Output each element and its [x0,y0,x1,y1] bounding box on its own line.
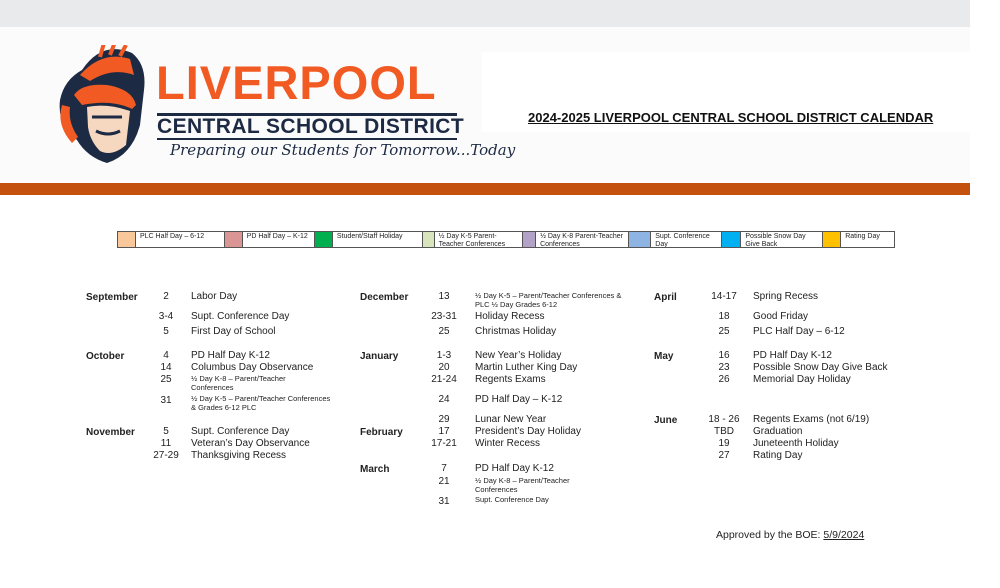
event-day: 31 [160,395,172,406]
event-text: Thanksgiving Recess [191,450,287,461]
legend-label: ½ Day K-5 Parent-Teacher Conferences [438,233,506,247]
legend-item-plc [118,232,225,247]
logo-wordmark: LIVERPOOL [156,56,437,109]
event-text: Labor Day [191,291,238,302]
event-day: 14 [160,362,172,373]
logo-subtitle: CENTRAL SCHOOL DISTRICT [157,115,465,138]
event-day: 20 [438,362,450,373]
event-text: ½ Day K-5 – Parent/Teacher Conferences & Grades 6-12 PLC [191,394,331,412]
event-day: TBD [714,426,734,437]
event-text: New Year’s Holiday [475,350,562,361]
legend-label: ½ Day K-8 Parent-Teacher Conferences [540,233,623,247]
month-september: September [86,292,138,303]
legend-item-pd [225,232,315,247]
event-day: 18 [718,311,730,322]
legend-label: Student/Staff Holiday [336,233,403,240]
month-march: March [360,464,390,475]
event-text: Holiday Recess [475,311,545,322]
event-day: 14-17 [711,291,737,302]
legend-swatch [629,232,651,247]
event-text: Supt. Conference Day [191,426,290,437]
page-title: 2024-2025 LIVERPOOL CENTRAL SCHOOL DISTRICT CALENDAR [528,110,934,125]
spartan-mascot-icon [52,45,152,165]
event-day: 11 [160,438,172,449]
event-text: Supt. Conference Day [475,495,549,504]
legend-item-k5-conf [423,232,524,247]
event-text: Good Friday [753,311,809,322]
event-day: 7 [441,463,447,474]
event-day: 23-31 [431,311,457,322]
legend-item-rating [823,232,894,247]
event-text: PD Half Day K-12 [475,463,554,474]
legend-swatch [523,232,536,247]
header-accent-bar [0,183,970,195]
event-day: 19 [718,438,730,449]
event-day: 25 [718,326,730,337]
event-day: 25 [160,374,172,385]
event-text: ½ Day K-8 – Parent/Teacher Conferences [191,374,286,392]
event-day: 27 [718,450,730,461]
month-may: May [654,351,674,362]
month-april: April [654,292,677,303]
legend-item-holiday [315,232,423,247]
event-text: Winter Recess [475,438,541,449]
event-text: First Day of School [191,326,276,337]
event-day: 4 [163,350,169,361]
event-day: 23 [718,362,730,373]
legend-swatch [823,232,841,247]
legend-label: Supt. Conference Day [655,233,710,247]
month-january: January [360,351,399,362]
month-october: October [86,351,125,362]
month-november: November [86,427,135,438]
event-day: 27-29 [153,450,179,461]
event-day: 16 [718,350,730,361]
top-band [0,0,970,27]
legend-label: Possible Snow Day Give Back [745,233,806,247]
event-text: Regents Exams [475,374,546,385]
event-text: Possible Snow Day Give Back [753,362,888,373]
legend-swatch [423,232,435,247]
event-text: Juneteenth Holiday [753,438,839,449]
event-text: PD Half Day – K-12 [475,394,563,405]
event-day: 26 [718,374,730,385]
event-text: PLC Half Day – 6-12 [753,326,845,337]
event-day: 2 [163,291,169,302]
legend-label: Rating Day [845,233,880,240]
event-text: PD Half Day K-12 [753,350,832,361]
event-text: Columbus Day Observance [191,362,314,373]
event-day: 1-3 [436,350,452,361]
month-december: December [360,292,409,303]
logo-tagline: Preparing our Students for Tomorrow...Today [170,141,516,159]
event-day: 3-4 [158,311,174,322]
event-day: 29 [438,414,450,425]
event-text: President’s Day Holiday [475,426,581,437]
month-june: June [654,415,678,426]
event-text: Supt. Conference Day [191,311,290,322]
legend-swatch [118,232,136,247]
event-text: ½ Day K-5 – Parent/Teacher Conferences & PLC ½ Day Grades 6-12 [475,291,622,309]
event-day: 13 [438,291,450,302]
event-text: Veteran’s Day Observance [191,438,310,449]
legend-swatch [315,232,333,247]
event-day: 5 [163,426,169,437]
legend-item-snow [722,232,823,247]
event-day: 21-24 [431,374,457,385]
event-text: PD Half Day K-12 [191,350,270,361]
approval-note [716,529,864,541]
legend-label: PD Half Day – K-12 [246,233,308,240]
event-day: 5 [163,326,169,337]
approval-label: Approved by the BOE: [716,529,824,541]
event-day: 31 [438,496,450,507]
logo-divider-bottom [157,138,457,140]
event-text: Rating Day [753,450,803,461]
event-text: Christmas Holiday [475,326,557,337]
legend-label: PLC Half Day – 6-12 [140,233,205,240]
event-text: Martin Luther King Day [475,362,578,373]
event-text: Regents Exams (not 6/19) [753,414,870,425]
legend-item-supt [629,232,722,247]
event-text: ½ Day K-8 – Parent/Teacher Conferences [475,476,570,494]
event-text: Lunar New Year [475,414,547,425]
event-day: 17 [438,426,450,437]
event-day: 25 [438,326,450,337]
event-text: Spring Recess [753,291,819,302]
event-text: Memorial Day Holiday [753,374,851,385]
approval-date: 5/9/2024 [823,529,865,541]
event-text: Graduation [753,426,803,437]
event-day: 24 [438,394,450,405]
legend-swatch [722,232,741,247]
event-day: 17-21 [431,438,457,449]
calendar-legend [117,231,895,248]
month-february: February [360,427,403,438]
legend-swatch [225,232,243,247]
event-day: 21 [438,476,450,487]
event-day: 18 - 26 [708,414,740,425]
legend-item-k8-conf [523,232,629,247]
